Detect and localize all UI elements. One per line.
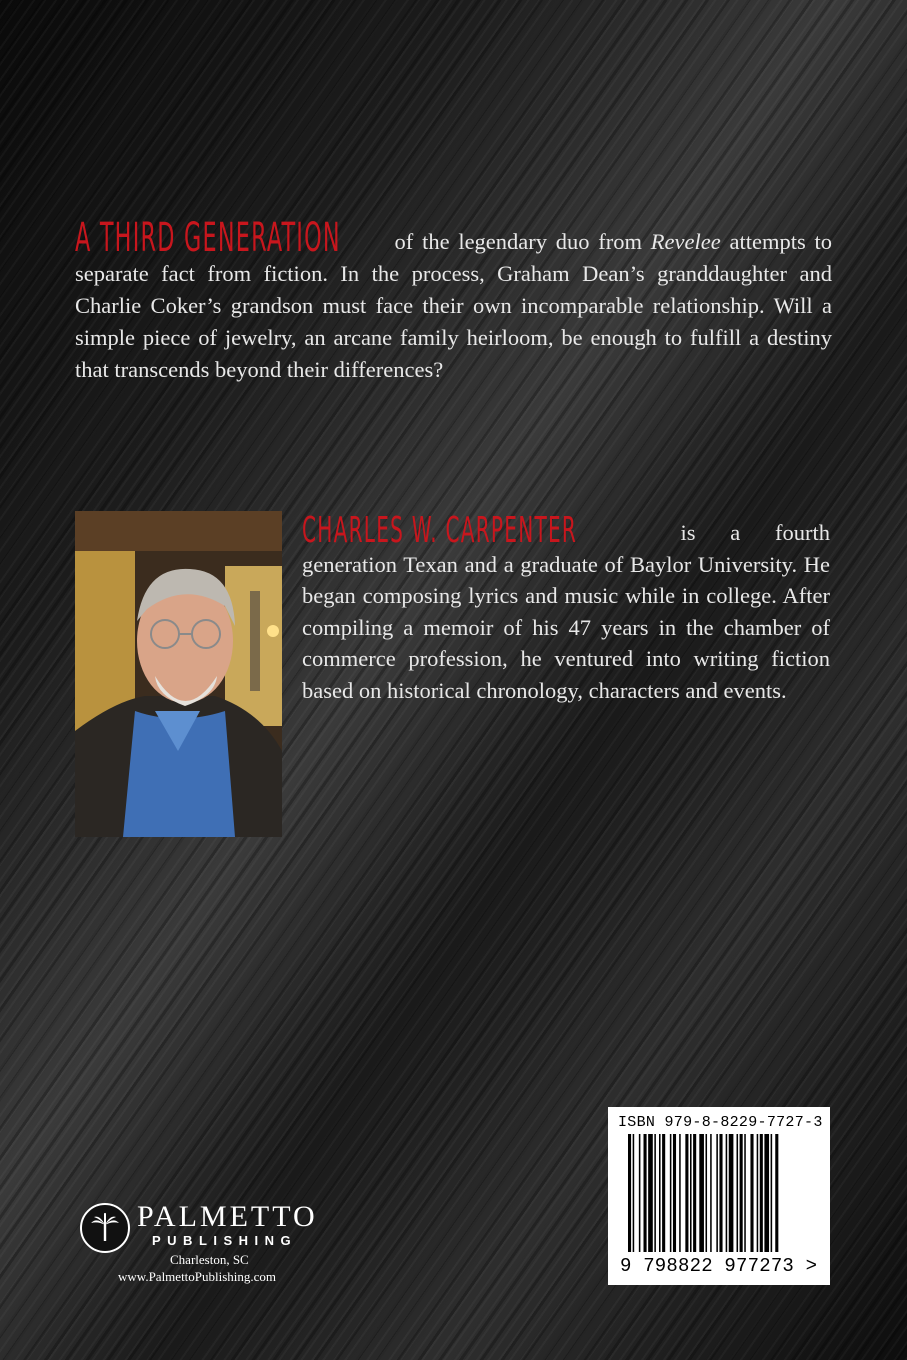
publisher-name: PALMETTO bbox=[137, 1200, 318, 1233]
previous-book-title: Revelee bbox=[650, 229, 721, 254]
publisher-city: Charleston, SC bbox=[170, 1252, 249, 1267]
barcode-bar bbox=[737, 1134, 739, 1252]
barcode-bar bbox=[760, 1134, 763, 1252]
palm-tree-icon bbox=[80, 1203, 130, 1253]
barcode-bar bbox=[654, 1134, 656, 1252]
barcode-bar bbox=[679, 1134, 681, 1252]
barcode-bar bbox=[628, 1134, 631, 1252]
isbn-digits: 9 798822 977273 > bbox=[620, 1255, 818, 1277]
description-text-2: attempts to separate fact from fiction. In the process, Graham Dean’s granddaughter and Charlie Coker’s grandson must face their own incomparable relationship. Will a simple piece of jewelry, an arcane family heirloom, be enough to fulfill a destiny that transcends beyond their differences? bbox=[75, 229, 832, 382]
barcode-bar bbox=[771, 1134, 773, 1252]
barcode-bar bbox=[673, 1134, 676, 1252]
barcode-bar bbox=[764, 1134, 769, 1252]
barcode-bar bbox=[690, 1134, 692, 1252]
barcode-bar bbox=[639, 1134, 641, 1252]
barcode-bar bbox=[706, 1134, 708, 1252]
barcode-bar bbox=[699, 1134, 704, 1252]
barcode-bar bbox=[685, 1134, 688, 1252]
barcode-bar bbox=[659, 1134, 661, 1252]
barcode-bar bbox=[716, 1134, 718, 1252]
book-description bbox=[75, 215, 832, 386]
barcode-bar bbox=[729, 1134, 734, 1252]
author-bio-text: is a fourth generation Texan and a graduate of Baylor University. He began composing lyrics and music while in college. After compiling a memoir of his 47 years in the chamber of commerce profession, he ventured into writing fiction based on historical chronology, characters and events. bbox=[302, 520, 830, 703]
author-name: CHARLES W. CARPENTER bbox=[302, 510, 578, 551]
isbn-barcode-block bbox=[608, 1107, 830, 1285]
barcode-bar bbox=[726, 1134, 728, 1252]
barcode-bar bbox=[719, 1134, 722, 1252]
barcode-bar bbox=[633, 1134, 635, 1252]
barcode-bar bbox=[644, 1134, 647, 1252]
barcode-bar bbox=[710, 1134, 712, 1252]
description-lead: A THIRD GENERATION bbox=[75, 215, 341, 261]
publisher-logo bbox=[80, 1200, 340, 1290]
barcode-bar bbox=[757, 1134, 759, 1252]
barcode-bar bbox=[693, 1134, 696, 1252]
barcode-bar bbox=[648, 1134, 653, 1252]
barcode-bar bbox=[670, 1134, 672, 1252]
isbn-label: ISBN 979-8-8229-7727-3 bbox=[618, 1114, 823, 1131]
barcode-bar bbox=[775, 1134, 778, 1252]
publisher-subtitle: PUBLISHING bbox=[152, 1233, 298, 1248]
publisher-website: www.PalmettoPublishing.com bbox=[118, 1269, 277, 1284]
barcode-bar bbox=[744, 1134, 746, 1252]
barcode-bar bbox=[662, 1134, 665, 1252]
barcode-bar bbox=[740, 1134, 743, 1252]
description-text-1: of the legendary duo from bbox=[385, 229, 651, 254]
barcode bbox=[628, 1134, 812, 1252]
author-bio bbox=[302, 510, 830, 706]
barcode-bar bbox=[750, 1134, 753, 1252]
author-photo bbox=[75, 511, 282, 837]
